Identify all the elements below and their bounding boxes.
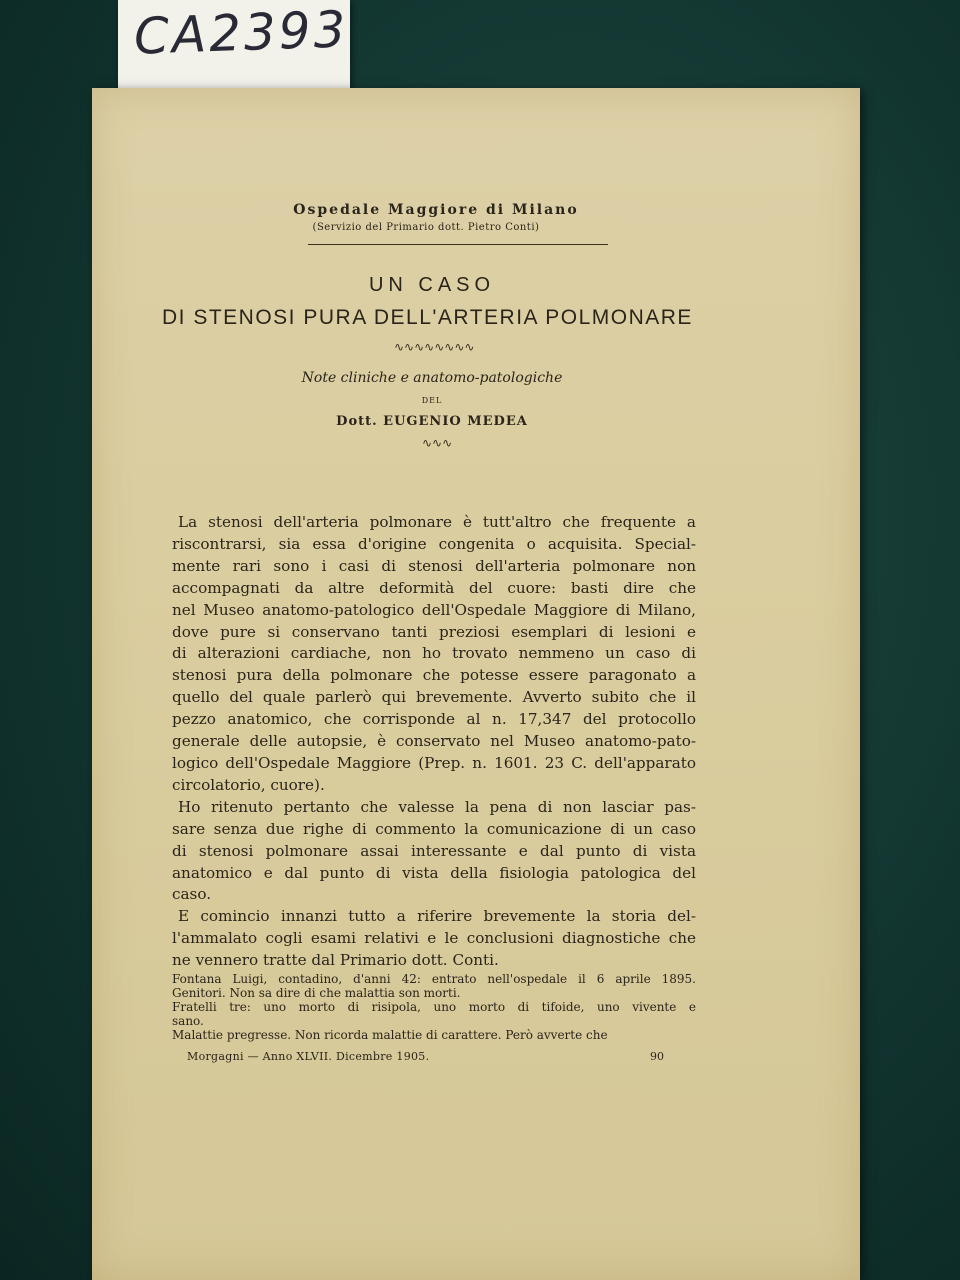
- note-line: Fratelli tre: uno morto di risipola, uno morto di tifoide, uno vivente e: [172, 1000, 696, 1014]
- body-line: nel Museo anatomo-patologico dell'Ospedale Maggiore di Milano,: [172, 600, 696, 619]
- body-line: di alterazioni cardiache, non ho trovato nemmeno un caso di: [172, 644, 696, 663]
- note-line: Genitori. Non sa dire di che malattia son morti.: [172, 986, 461, 1000]
- note-line: sano.: [172, 1014, 204, 1028]
- body-line: logico dell'Ospedale Maggiore (Prep. n. 1601. 23 C. dell'apparato: [172, 753, 696, 772]
- case-notes: [172, 972, 696, 1042]
- footer-journal: Morgagni — Anno XLVII. Dicembre 1905.: [187, 1050, 430, 1063]
- body-line: generale delle autopsie, è conservato nel Museo anatomo-pato-: [172, 732, 696, 751]
- body-text: [172, 512, 696, 972]
- subtitle: Note cliniche e anatomo-patologiche: [301, 370, 563, 386]
- ornament-squiggle-small: ∿∿∿: [422, 436, 453, 450]
- body-line: accompagnati da altre deformità del cuore: basti dire che: [172, 578, 696, 597]
- ornament-squiggle: ∿∿∿∿∿∿∿∿: [394, 340, 475, 354]
- author-name: Dott. EUGENIO MEDEA: [336, 414, 528, 429]
- body-line: stenosi pura della polmonare che potesse essere paragonato a: [172, 666, 696, 685]
- header-rule: [308, 244, 608, 245]
- note-line: Malattie pregresse. Non ricorda malattie di carattere. Però avverte che: [172, 1028, 608, 1042]
- body-line: Ho ritenuto pertanto che valesse la pena di non lasciar pas-: [178, 797, 696, 816]
- body-line: mente rari sono i casi di stenosi dell'arteria polmonare non: [172, 556, 696, 575]
- body-line: sare senza due righe di commento la comunicazione di un caso: [172, 819, 696, 838]
- footer-page-number: 90: [650, 1050, 664, 1063]
- body-line: circolatorio, cuore).: [172, 775, 325, 794]
- body-line: di stenosi polmonare assai interessante e dal punto di vista: [172, 841, 696, 860]
- body-line: caso.: [172, 885, 212, 904]
- body-line: E comincio innanzi tutto a riferire brevemente la storia del-: [178, 907, 696, 926]
- body-line: anatomico e dal punto di vista della fisiologia patologica del: [172, 863, 696, 882]
- document-page: [92, 88, 860, 1280]
- note-line: Fontana Luigi, contadino, d'anni 42: entrato nell'ospedale il 6 aprile 1895.: [172, 972, 696, 986]
- body-line: riscontrarsi, sia essa d'origine congenita o acquisita. Special-: [172, 534, 696, 553]
- title-line-2: DI STENOSI PURA DELL'ARTERIA POLMONARE: [162, 306, 693, 329]
- body-line: quello del quale parlerò qui brevemente. Avverto subito che il: [172, 688, 696, 707]
- body-line: ne vennero tratte dal Primario dott. Conti.: [172, 951, 499, 970]
- body-line: La stenosi dell'arteria polmonare è tutt'altro che frequente a: [178, 513, 696, 531]
- service-line: (Servizio del Primario dott. Pietro Conti): [312, 222, 540, 233]
- body-line: dove pure si conservano tanti preziosi esemplari di lesioni e: [172, 622, 696, 641]
- body-line: pezzo anatomico, che corrisponde al n. 17,347 del protocollo: [172, 710, 696, 729]
- hospital-name: Ospedale Maggiore di Milano: [293, 202, 579, 218]
- body-line: l'ammalato cogli esami relativi e le conclusioni diagnostiche che: [172, 929, 696, 948]
- del-label: DEL: [421, 396, 443, 405]
- catalog-code: CA2393: [133, 0, 350, 66]
- title-line-1: UN CASO: [368, 274, 496, 296]
